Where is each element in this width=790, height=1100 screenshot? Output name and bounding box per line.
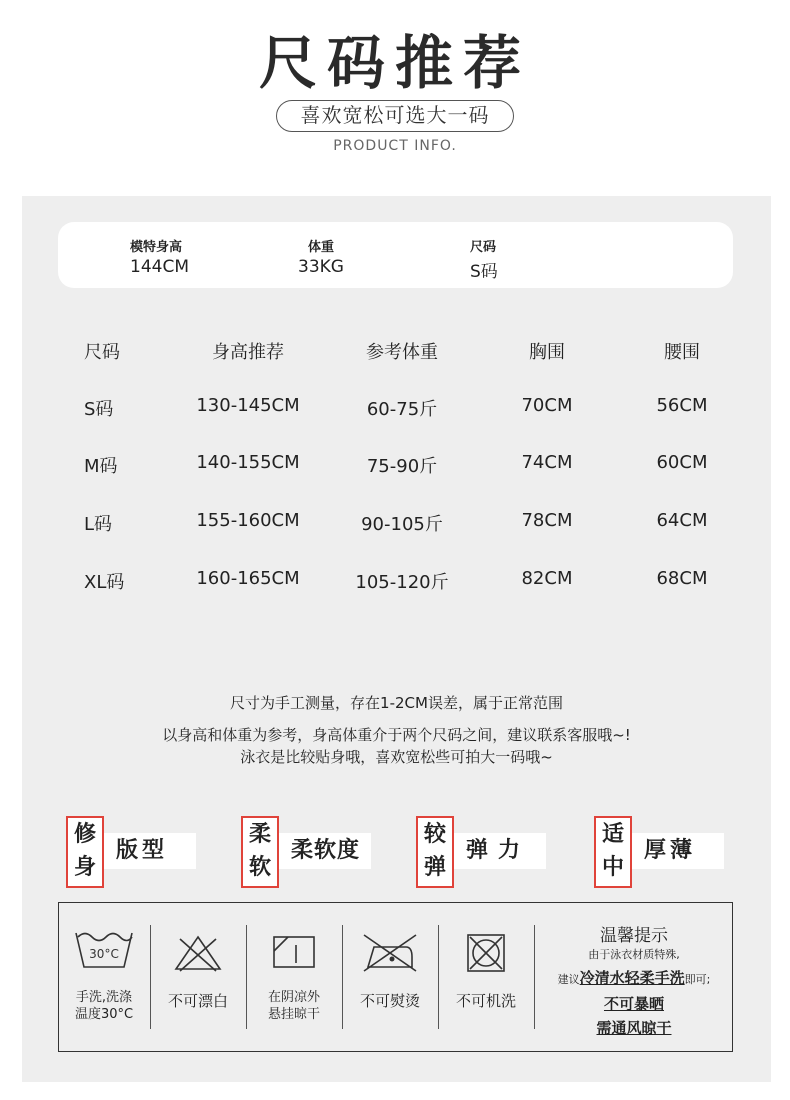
- model-height-label: 模特身高: [130, 240, 183, 255]
- model-size-value: S码: [470, 262, 498, 282]
- cell-size: L码: [84, 514, 113, 535]
- care-text: 不可熨烫: [359, 992, 420, 1010]
- care-text: 悬挂晾干: [267, 1007, 320, 1022]
- model-weight-label: 体重: [308, 240, 335, 255]
- care-text: 手洗,洗涤: [75, 990, 133, 1005]
- feature-tag: [416, 816, 454, 888]
- model-height: [130, 236, 189, 277]
- feature-tag-bottom: 弹: [423, 855, 446, 880]
- no-machine-wash-icon: [466, 933, 506, 973]
- model-size-label: 尺码: [470, 240, 497, 255]
- tips-emphasis: 冷清水轻柔手洗: [579, 969, 685, 987]
- model-weight: [298, 236, 344, 277]
- table-header-row: [22, 338, 771, 368]
- care-text: 不可漂白: [167, 992, 228, 1010]
- model-height-value: 144CM: [130, 257, 189, 277]
- feature-tag-top: 柔: [248, 822, 271, 847]
- cell-waist: 64CM: [656, 510, 708, 531]
- header-size: 尺码: [84, 342, 120, 363]
- cell-chest: 82CM: [521, 568, 573, 589]
- care-no-iron: [343, 903, 437, 1053]
- cell-size: XL码: [84, 572, 125, 593]
- care-text: 在阴凉外: [267, 990, 320, 1005]
- no-bleach-icon: [172, 933, 224, 973]
- header-weight: 参考体重: [366, 342, 438, 363]
- feature-tag-bottom: 中: [601, 855, 624, 880]
- cell-weight: 90-105斤: [361, 514, 443, 535]
- header-waist: 腰围: [664, 342, 700, 363]
- hand-wash-temp: 30°C: [89, 947, 119, 961]
- table-row: [22, 568, 771, 598]
- feature-tag: [594, 816, 632, 888]
- cell-weight: 60-75斤: [366, 399, 438, 420]
- subtitle-en: PRODUCT INFO.: [333, 138, 457, 154]
- tips-suffix: 即可;: [684, 973, 711, 986]
- note-line: 尺寸为手工测量，存在1-2CM误差，属于正常范围: [230, 694, 563, 712]
- no-iron-icon: [360, 931, 420, 973]
- feature-label: 版型: [104, 833, 196, 869]
- cell-height: 155-160CM: [196, 510, 300, 531]
- feature-label: 弹力: [454, 833, 546, 869]
- tips-air-dry: 需通风晾干: [596, 1019, 672, 1037]
- cell-chest: 78CM: [521, 510, 573, 531]
- care-text: 温度30°C: [74, 1007, 134, 1022]
- hand-wash-icon: [74, 927, 134, 971]
- tips-no-sun: 不可暴晒: [603, 995, 664, 1013]
- header-height: 身高推荐: [212, 342, 284, 363]
- cell-chest: 70CM: [521, 395, 573, 416]
- model-size: [470, 236, 498, 282]
- model-weight-value: 33KG: [298, 257, 344, 277]
- page-title: 尺码推荐: [258, 29, 531, 97]
- note-line: 泳衣是比较贴身哦，喜欢宽松些可拍大一码哦~: [240, 748, 553, 766]
- size-panel: [22, 196, 771, 1082]
- feature-tag: [66, 816, 104, 888]
- feature-tag-bottom: 身: [73, 855, 96, 880]
- care-tips: [534, 903, 734, 1053]
- feature-label: 厚薄: [632, 833, 724, 869]
- cell-height: 140-155CM: [196, 452, 300, 473]
- subtitle-pill: 喜欢宽松可选大一码: [276, 100, 514, 132]
- table-row: [22, 510, 771, 540]
- tips-prefix: 建议: [557, 973, 580, 986]
- model-info-card: [58, 222, 733, 288]
- feature-tag-top: 较: [423, 822, 446, 847]
- care-text: 不可机洗: [455, 992, 516, 1010]
- care-no-bleach: [151, 903, 245, 1053]
- feature-tag-top: 修: [73, 822, 96, 847]
- header-chest: 胸围: [529, 342, 565, 363]
- cell-chest: 74CM: [521, 452, 573, 473]
- cell-height: 130-145CM: [196, 395, 300, 416]
- table-row: [22, 395, 771, 425]
- note-line: 以身高和体重为参考，身高体重介于两个尺码之间，建议联系客服哦~!: [162, 726, 631, 744]
- cell-waist: 68CM: [656, 568, 708, 589]
- cell-height: 160-165CM: [196, 568, 300, 589]
- feature-tag-bottom: 软: [248, 855, 271, 880]
- care-line-dry: [247, 903, 341, 1053]
- cell-weight: 75-90斤: [366, 456, 438, 477]
- care-no-machine-wash: [439, 903, 533, 1053]
- care-hand-wash: [59, 903, 149, 1053]
- cell-size: S码: [84, 399, 114, 420]
- table-row: [22, 452, 771, 482]
- feature-label: 柔软度: [279, 833, 371, 869]
- tips-line: 由于泳衣材质特殊,: [588, 948, 680, 961]
- tips-title: 温馨提示: [600, 926, 668, 946]
- feature-tag-top: 适: [601, 822, 624, 847]
- line-dry-shade-icon: [272, 933, 316, 971]
- feature-tag: [241, 816, 279, 888]
- cell-waist: 56CM: [656, 395, 708, 416]
- tips-line: [534, 967, 734, 988]
- cell-weight: 105-120斤: [355, 572, 449, 593]
- cell-waist: 60CM: [656, 452, 708, 473]
- cell-size: M码: [84, 456, 118, 477]
- care-instructions: [58, 902, 733, 1052]
